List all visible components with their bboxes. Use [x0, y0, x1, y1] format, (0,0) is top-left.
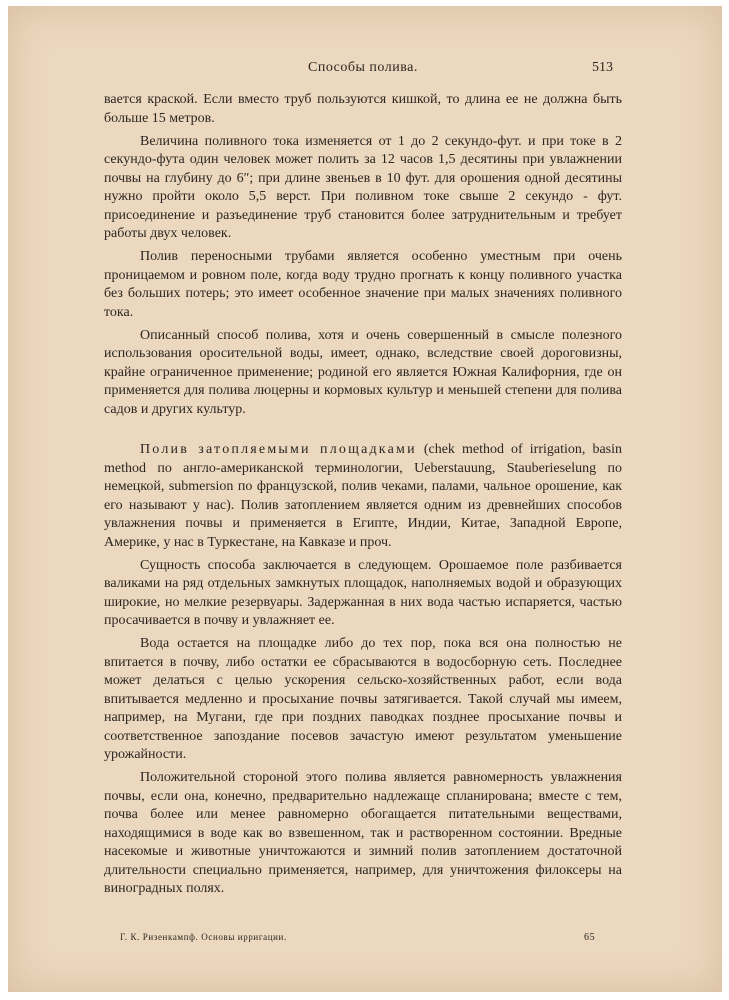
section-heading: Полив затопляемыми площадками: [140, 442, 417, 457]
book-page: [8, 6, 722, 992]
paragraph: Вода остается на площадке либо до тех пор, пока вся она полностью не впитается в почву, либо остатки ее сбрасываются в водосборную сеть. Последнее может делаться с целью ускорения сельско-хозяйственных работ, если вода впитывается медленно и просыхание почвы затягивается. Такой случай мы имеем, например, на Мугани, где при поздних паводках позднее просыхание почвы и соответственное запоздание посевов зачастую имеют результатом уменьшение урожайности.: [104, 636, 622, 762]
section-intro-paragraph: [104, 441, 622, 552]
body-text: [104, 91, 622, 903]
paragraph: Величина поливного тока изменяется от 1 до 2 секундо-фут. и при токе в 2 секундо-фута один человек может полить за 12 часов 1,5 десятины при увлажнении почвы на глубину до 6″; при длине звеньев в 10 фут. для орошения одной десятины нужно пройти около 5,5 верст. При поливном токе свыше 2 секундо - фут. присоединение и разъединение труб становится более затруднительным и требует работы двух человек.: [104, 133, 622, 241]
page-header: [8, 60, 722, 80]
section-intro: (chek method of irrigation, basin method по англо-американской терминологии, Ueberstauung, Stauberieselung по немецкой, submersion по французской, полив чеками, палами, чальное орошение, как его называют у нас). Полив затоплением является одним из древнейших способов увлажнения почвы и применяется в Египте, Индии, Китае, Западной Европе, Америке, у нас в Туркестане, на Кавказе и проч.: [104, 442, 622, 550]
paragraph: вается краской. Если вместо труб пользуются кишкой, то длина ее не должна быть больше 15 метров.: [104, 92, 622, 126]
running-title: Способы полива.: [308, 60, 418, 75]
footer-signature: Г. К. Ризенкампф. Основы ирригации.: [120, 932, 287, 942]
paragraph: Положительной стороной этого полива является равномерность увлажнения почвы, если она, конечно, предварительно надлежаще спланирована; вместе с тем, почва более или менее равномерно обогащается питательными веществами, находящимися в воде как во взвешенном, так и растворенном состоянии. Вредные насекомые и животные уничтожаются и зимний полив затоплением достаточной длительности специально применяется, например, для уничтожения филоксеры на виноградных полях.: [104, 770, 622, 896]
paragraph: Сущность способа заключается в следующем. Орошаемое поле разбивается валиками на ряд отдельных замкнутых площадок, наполняемых водой и образующих широкие, но мелкие резервуары. Задержанная в них вода частью испаряется, частью просачивается в почву и увлажняет ее.: [104, 557, 622, 628]
page-footer: [8, 932, 722, 946]
paragraph: Описанный способ полива, хотя и очень совершенный в смысле полезного использования оросительной воды, имеет, однако, вследствие своей дороговизны, крайне ограниченное применение; родиной его является Южная Калифорния, где он применяется для полива люцерны и кормовых культур и меньшей степени для полива садов и других культур.: [104, 327, 622, 417]
sheet-number: 65: [584, 932, 596, 943]
paragraph: Полив переносными трубами является особенно уместным при очень проницаемом и ровном поле, когда воду трудно прогнать к концу поливного участка без больших потерь; это имеет особенное значение при малых значениях поливного тока.: [104, 249, 622, 320]
page-number: 513: [592, 60, 613, 75]
